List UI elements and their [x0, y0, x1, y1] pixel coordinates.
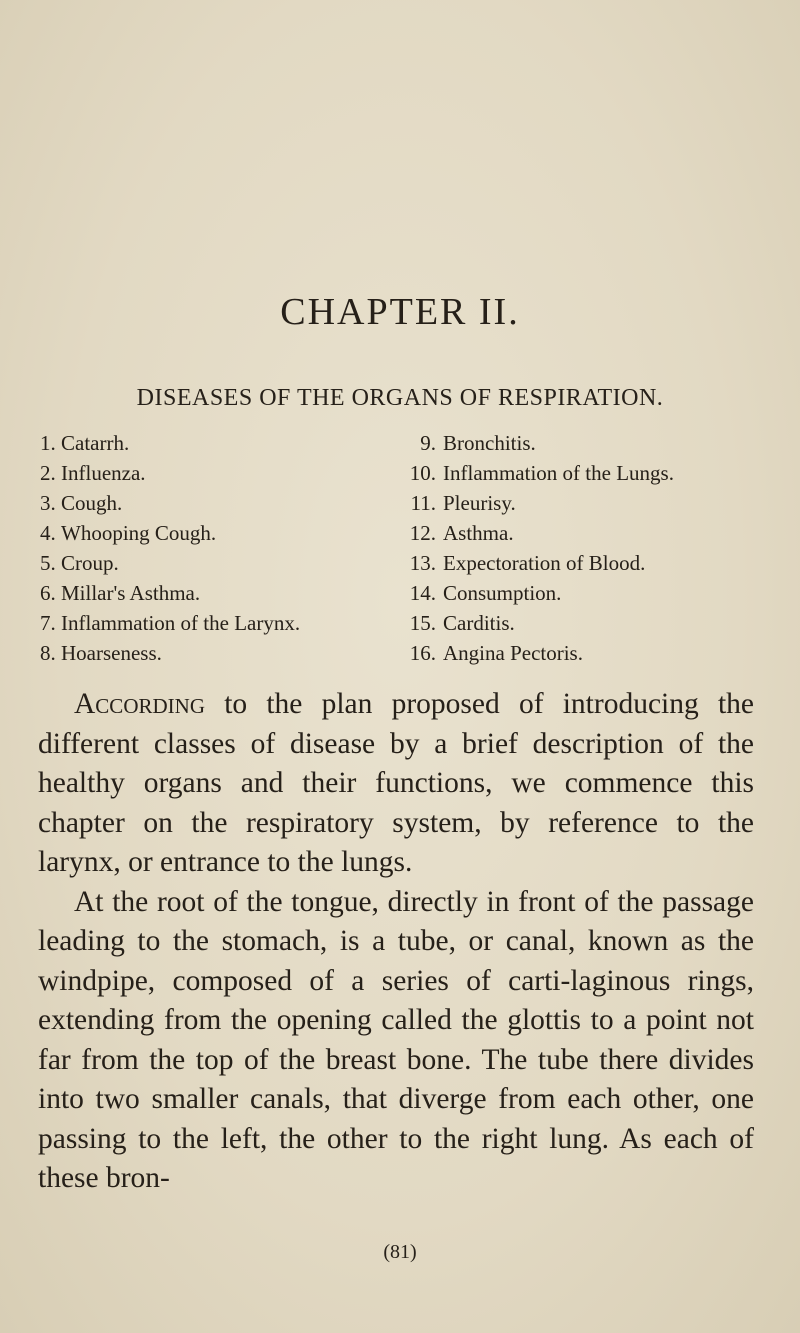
list-item — [40, 458, 300, 488]
list-item-number: 15. — [409, 611, 436, 635]
list-item-number: 1. — [40, 431, 56, 455]
list-item-number: 6. — [40, 581, 56, 605]
list-item-number: 5. — [40, 551, 56, 575]
list-item — [408, 578, 674, 608]
list-item — [40, 518, 300, 548]
list-item-number: 16. — [409, 641, 436, 665]
contents-list-left — [40, 428, 300, 668]
section-title: DISEASES OF THE ORGANS OF RESPIRATION. — [136, 385, 664, 411]
contents-list-right — [408, 428, 674, 668]
list-item-number: 8. — [40, 641, 56, 665]
list-item-number: 7. — [40, 611, 56, 635]
list-item-label: Cough. — [61, 491, 123, 515]
list-item-number: 9. — [420, 431, 436, 455]
list-item — [40, 428, 300, 458]
chapter-title: CHAPTER II. — [280, 291, 520, 333]
list-item-number: 3. — [40, 491, 56, 515]
list-item-label: Whooping Cough. — [61, 521, 217, 545]
list-item-label: Carditis. — [443, 611, 515, 635]
list-item — [408, 518, 674, 548]
list-item-label: Millar's Asthma. — [61, 581, 201, 605]
list-item — [408, 458, 674, 488]
list-item-label: Asthma. — [443, 521, 514, 545]
list-item — [40, 578, 300, 608]
list-item — [40, 608, 300, 638]
list-item — [408, 548, 674, 578]
list-item-number: 2. — [40, 461, 56, 485]
page-number: (81) — [383, 1241, 417, 1263]
list-item-number: 11. — [410, 491, 436, 515]
list-item — [408, 608, 674, 638]
list-item — [40, 488, 300, 518]
paragraph-lead-word: According — [74, 688, 205, 720]
list-item-label: Catarrh. — [61, 431, 130, 455]
list-item-label: Inflammation of the Larynx. — [61, 611, 301, 635]
list-item-label: Influenza. — [61, 461, 146, 485]
list-item-label: Hoarseness. — [61, 641, 162, 665]
list-item-label: Angina Pectoris. — [443, 641, 583, 665]
list-item-number: 12. — [409, 521, 436, 545]
paragraph-2: At the root of the tongue, directly in front of the passage leading to the stomach, is a tube, or canal, known as the windpipe, composed of a series of carti-laginous rings, extending from the opening called the glottis to a point not far from the top of the breast bone. The tube there divides into two smaller canals, that diverge from each other, one passing to the left, the other to the right lung. As each of these bron- — [38, 885, 754, 1194]
list-item-label: Expectoration of Blood. — [443, 551, 646, 575]
list-item — [40, 638, 300, 668]
paragraph-1 — [38, 685, 754, 883]
list-item-number: 14. — [409, 581, 436, 605]
list-item-label: Consumption. — [443, 581, 562, 605]
list-item — [408, 488, 674, 518]
list-item-number: 4. — [40, 521, 56, 545]
list-item-number: 13. — [409, 551, 436, 575]
body-text — [38, 685, 754, 1199]
list-item-label: Pleurisy. — [443, 491, 516, 515]
list-item-number: 10. — [409, 461, 436, 485]
list-item — [408, 428, 674, 458]
list-item — [408, 638, 674, 668]
list-item-label: Inflammation of the Lungs. — [443, 461, 674, 485]
paragraph-1-text: to the plan proposed of introducing the different classes of disease by a brief description of the healthy organs and their functions, we commence this chapter on the respiratory system, by reference to the larynx, or entrance to the lungs. — [38, 688, 754, 878]
list-item-label: Bronchitis. — [443, 431, 536, 455]
list-item-label: Croup. — [61, 551, 119, 575]
list-item — [40, 548, 300, 578]
